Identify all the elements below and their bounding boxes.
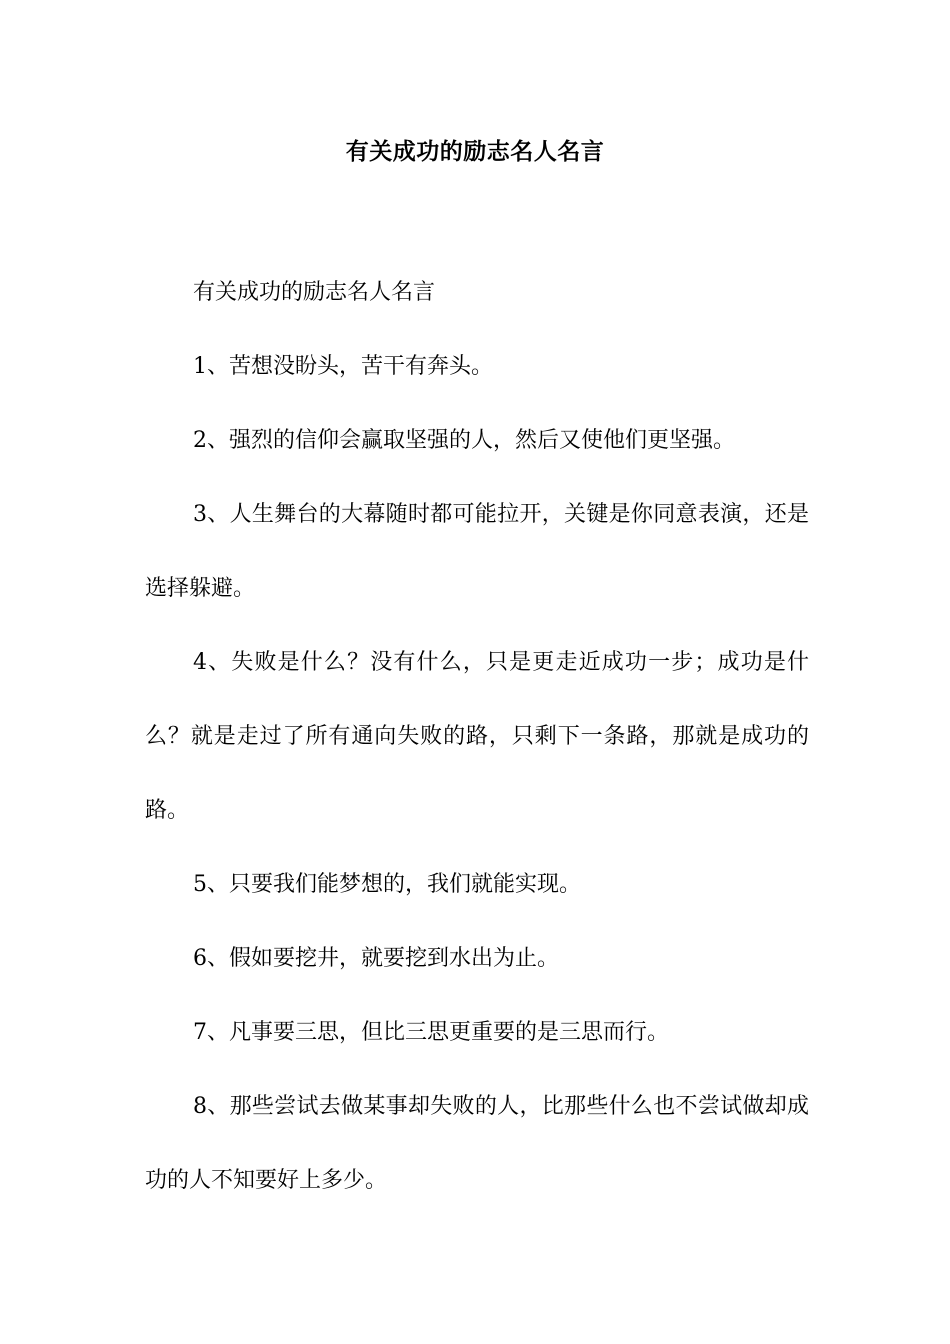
document-body: [145, 256, 809, 1218]
document-title: 有关成功的励志名人名言: [345, 139, 605, 165]
quote-5: 5、只要我们能梦想的，我们就能实现。: [193, 872, 581, 897]
quote-3: 3、人生舞台的大幕随时都可能拉开，关键是你同意表演，还是选择躲避。: [145, 502, 809, 601]
quote-7: 7、凡事要三思，但比三思更重要的是三思而行。: [193, 1020, 669, 1045]
quote-2: 2、强烈的信仰会赢取坚强的人，然后又使他们更坚强。: [193, 428, 735, 453]
paragraph-heading: 有关成功的励志名人名言: [193, 280, 436, 305]
quote-8: 8、那些尝试去做某事却失败的人，比那些什么也不尝试做却成功的人不知要好上多少。: [145, 1094, 809, 1193]
quote-4: 4、失败是什么？没有什么，只是更走近成功一步；成功是什么？就是走过了所有通向失败的路，只剩下一条路，那就是成功的路。: [145, 650, 809, 823]
quote-6: 6、假如要挖井，就要挖到水出为止。: [193, 946, 559, 971]
quote-1: 1、苦想没盼头，苦干有奔头。: [193, 354, 493, 379]
